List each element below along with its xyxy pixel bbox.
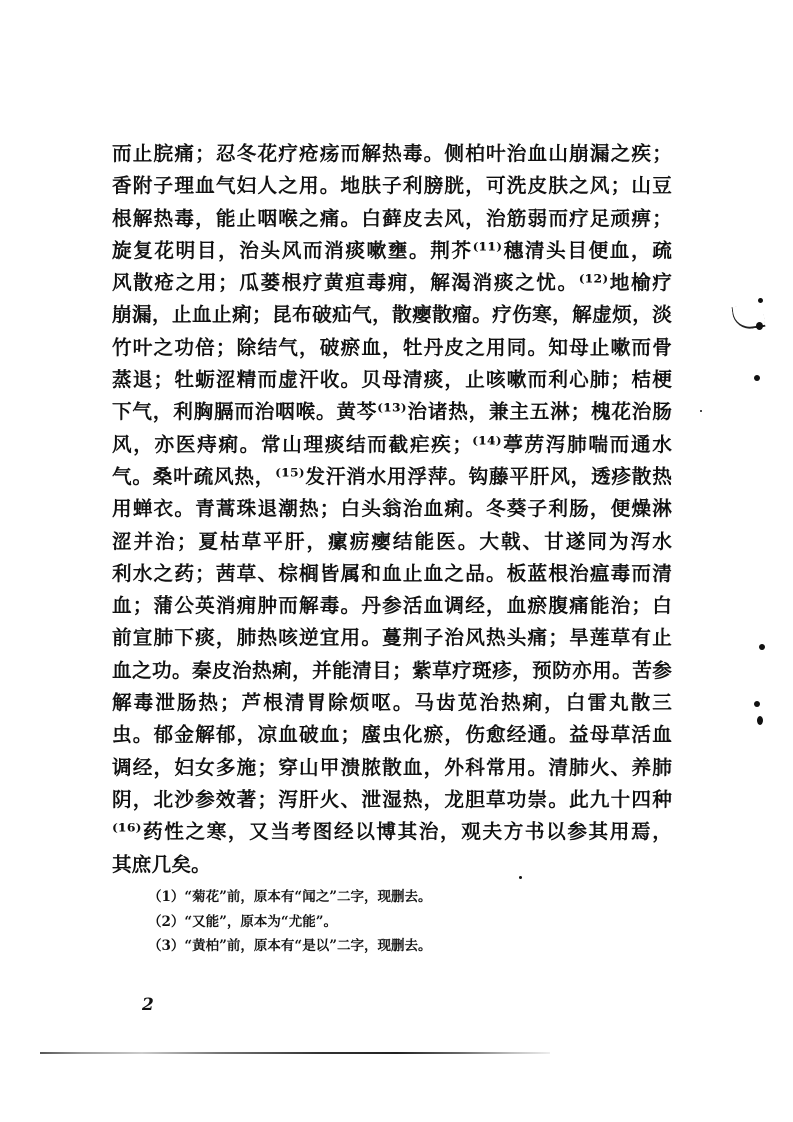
scan-edge-line (40, 1052, 550, 1054)
scan-speck (759, 644, 765, 650)
text-line: 利水之药；茜草、棕榈皆属和血止血之品。板蓝根治瘟毒而清 (112, 561, 672, 585)
scan-speck (754, 375, 760, 381)
text-line: 解毒泄肠热；芦根清胃除烦呕。马齿苋治热痢，白雷丸散三 (112, 691, 672, 715)
text-line: 血之功。秦皮治热痢，并能清目；紫草疗斑疹，预防亦用。苦参 (112, 658, 672, 682)
scan-speck (757, 716, 763, 725)
text-line: 调经，妇女多施；穿山甲溃脓散血，外科常用。清肺火、养肺 (112, 755, 672, 779)
footnote: （3）“黄柏”前，原本有“是以”二字，现删去。 (148, 938, 432, 954)
footnote: （1）“菊花”前，原本有“闻之”二字，现删去。 (148, 889, 432, 905)
text-line: 血；蒲公英消痈肿而解毒。丹参活血调经，血瘀腹痛能治；白 (112, 594, 672, 618)
text-line: 风散疮之用；瓜蒌根疗黄疸毒痈，解渴消痰之忧。⁽¹²⁾地榆疗 (112, 271, 672, 295)
text-line: 竹叶之功倍；除结气，破瘀血，牡丹皮之用同。知母止嗽而骨 (112, 335, 672, 359)
body-text (112, 138, 672, 881)
text-line: 虫。郁金解郁，凉血破血；䗪虫化瘀，伤愈经通。益母草活血 (112, 723, 672, 747)
text-line: 风，亦医痔痢。常山理痰结而截疟疾；⁽¹⁴⁾葶苈泻肺喘而通水 (112, 432, 672, 456)
text-line: 而止脘痛；忍冬花疗疮疡而解热毒。侧柏叶治血山崩漏之疾； (112, 142, 672, 165)
text-line: 旋复花明目，治头风而消痰嗽壅。荆芥⁽¹¹⁾穗清头目便血，疏 (112, 238, 672, 262)
text-line: 用蝉衣。青蒿珠退潮热；白头翁治血痢。冬葵子利肠，便燥淋 (112, 497, 672, 521)
text-line: 气。桑叶疏风热，⁽¹⁵⁾发汗消水用浮萍。钩藤平肝风，透疹散热 (112, 464, 672, 488)
text-line: 香附子理血气妇人之用。地肤子利膀胱，可洗皮肤之风；山豆 (112, 174, 672, 198)
footnote: （2）“又能”，原本为“尤能”。 (148, 913, 337, 930)
text-line: 阴，北沙参效著；泻肝火、泄湿热，龙胆草功崇。此九十四种 (112, 787, 672, 811)
scan-speck (754, 701, 760, 707)
footnotes (148, 885, 568, 959)
scan-speck (758, 298, 763, 303)
scan-speck (700, 410, 702, 412)
text-line: 根解热毒，能止咽喉之痛。白藓皮去风，治筋弱而疗足顽痹； (112, 206, 672, 230)
scan-speck (519, 876, 522, 879)
text-line: 涩并治；夏枯草平肝，瘰疬瘿结能医。大戟、甘遂同为泻水 (112, 529, 672, 553)
text-line: 蒸退；牡蛎涩精而虚汗收。贝母清痰，止咳嗽而利心肺；桔梗 (112, 368, 672, 392)
text-line: 前宣肺下痰，肺热咳逆宜用。蔓荆子治风热头痛；旱莲草有止 (112, 626, 672, 650)
text-line: 崩漏，止血止痢；昆布破疝气，散瘿散瘤。疗伤寒，解虚烦，淡 (112, 303, 672, 327)
text-line: 下气，利胸膈而治咽喉。黄芩⁽¹³⁾治诸热，兼主五淋；槐花治肠 (112, 400, 672, 424)
scan-speck (756, 322, 763, 330)
text-line: 其庶几矣。 (112, 852, 211, 876)
page-number: 2 (142, 995, 154, 1015)
text-line: ⁽¹⁶⁾药性之寒，又当考图经以博其治，观夫方书以参其用焉， (112, 820, 672, 844)
